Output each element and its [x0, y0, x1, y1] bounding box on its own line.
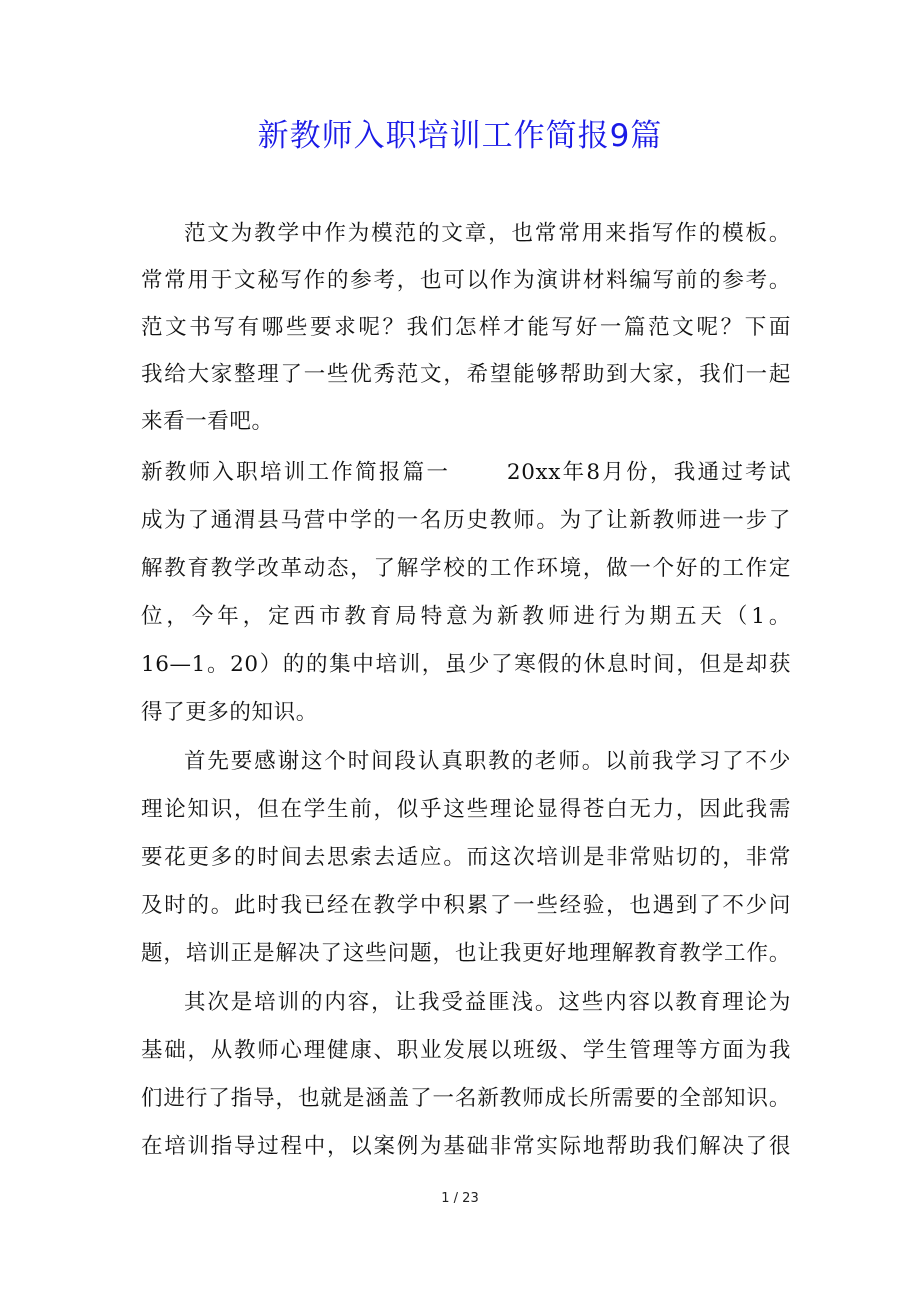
document-title: 新教师入职培训工作简报9篇 [257, 118, 663, 154]
paragraph-line: 首先要感谢这个时间段认真职教的老师。以前我学习了不少 [184, 749, 791, 774]
paragraph-line: 我给大家整理了一些优秀范文，希望能够帮助到大家，我们一起 [141, 362, 791, 387]
paragraph-line: 新教师入职培训工作简报篇一 20xx年8月份，我通过考试 [141, 460, 791, 485]
paragraph-line: 要花更多的时间去思索去适应。而这次培训是非常贴切的，非常 [141, 845, 791, 870]
paragraph-line: 理论知识，但在学生前，似乎这些理论显得苍白无力，因此我需 [141, 797, 791, 822]
paragraph-line: 范文书写有哪些要求呢？我们怎样才能写好一篇范文呢？下面 [141, 315, 791, 340]
paragraph-line: 们进行了指导，也就是涵盖了一名新教师成长所需要的全部知识。 [141, 1086, 791, 1111]
paragraph-line: 范文为教学中作为模范的文章，也常常用来指写作的模板。 [184, 221, 791, 246]
page-number: 1 / 23 [441, 1191, 479, 1206]
paragraph-line: 基础，从教师心理健康、职业发展以班级、学生管理等方面为我 [141, 1038, 791, 1063]
paragraph-line: 16—1。20）的的集中培训，虽少了寒假的休息时间，但是却获 [141, 652, 791, 677]
paragraph-line: 常常用于文秘写作的参考，也可以作为演讲材料编写前的参考。 [141, 268, 791, 293]
paragraph-line: 题，培训正是解决了这些问题，也让我更好地理解教育教学工作。 [141, 941, 791, 966]
paragraph-line: 在培训指导过程中，以案例为基础非常实际地帮助我们解决了很 [141, 1134, 791, 1159]
paragraph-line: 及时的。此时我已经在教学中积累了一些经验，也遇到了不少问 [141, 893, 791, 918]
paragraph-line: 解教育教学改革动态，了解学校的工作环境，做一个好的工作定 [141, 556, 791, 581]
paragraph-line: 其次是培训的内容，让我受益匪浅。这些内容以教育理论为 [184, 990, 791, 1015]
paragraph-line: 来看一看吧。 [141, 409, 274, 434]
paragraph-line: 得了更多的知识。 [141, 700, 318, 725]
paragraph-line: 位，今年，定西市教育局特意为新教师进行为期五天（1。 [141, 604, 791, 629]
paragraph-line: 成为了通渭县马营中学的一名历史教师。为了让新教师进一步了 [141, 508, 791, 533]
